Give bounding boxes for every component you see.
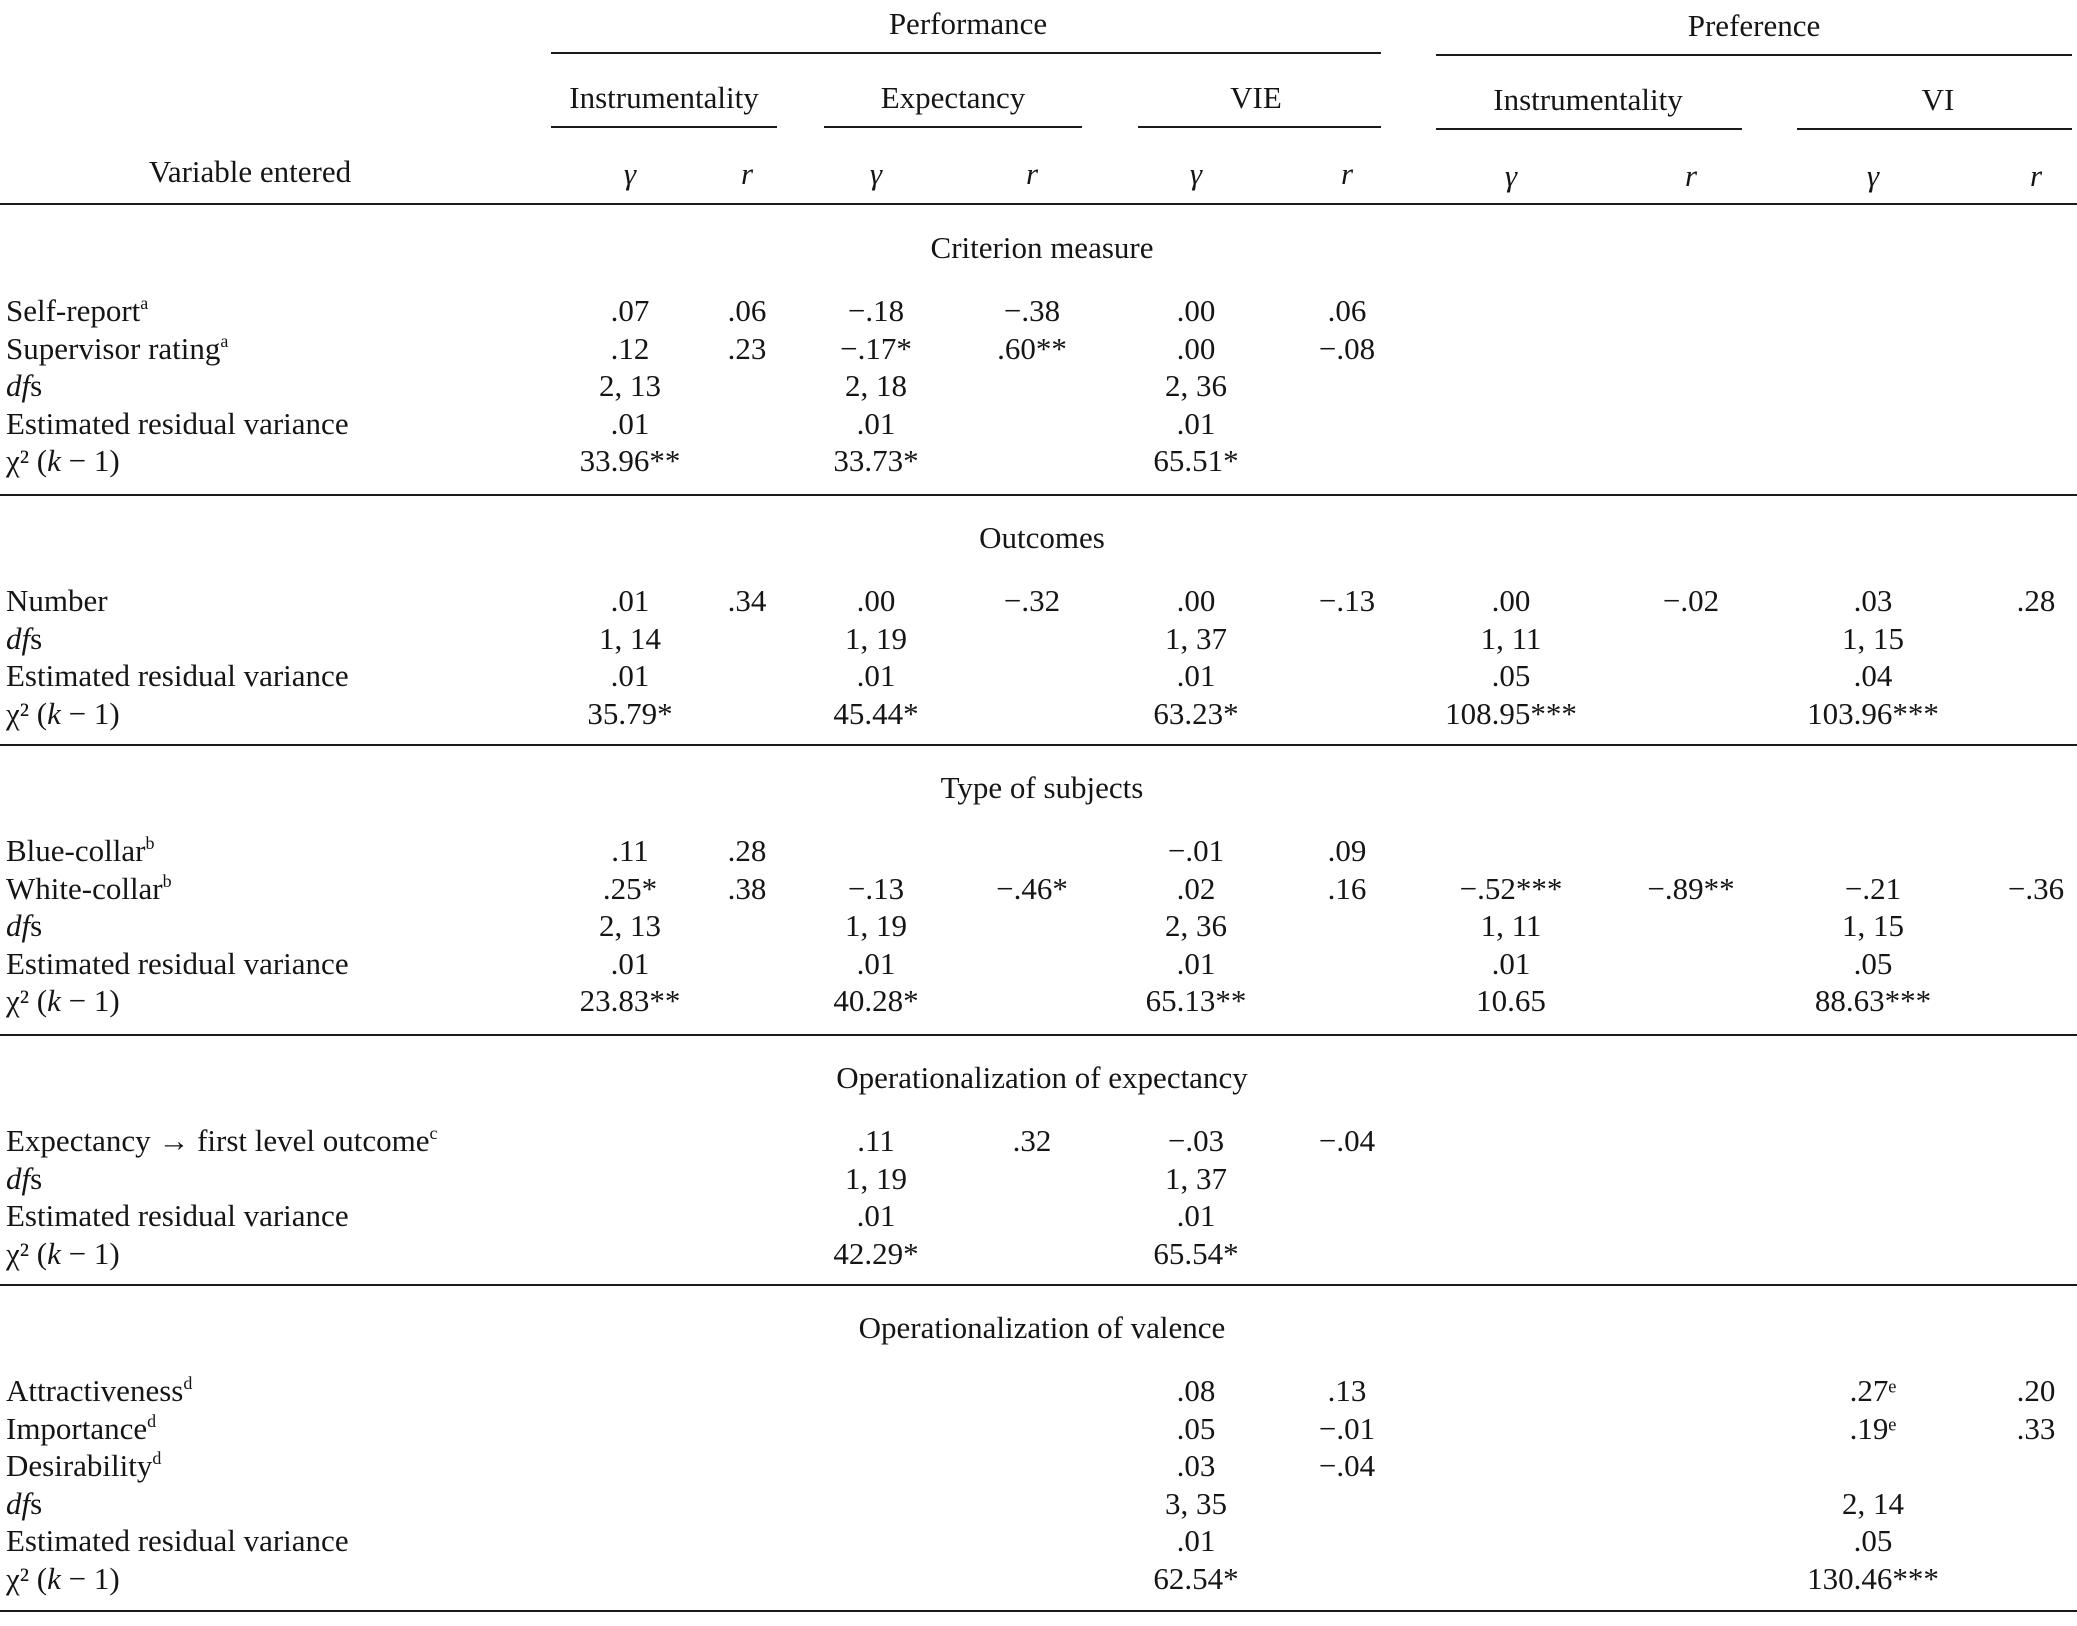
- table-cell: .12: [610, 330, 650, 366]
- table-cell: −.52***: [1459, 870, 1563, 906]
- group-label-performance: Performance: [888, 6, 1048, 41]
- table-cell: 1, 11: [1480, 908, 1542, 944]
- row-label: [6, 1411, 156, 1451]
- row-label: dfs: [6, 368, 43, 404]
- row-label-text: Estimated residual variance: [6, 1523, 349, 1559]
- table-cell: 1, 11: [1480, 620, 1542, 656]
- table-cell: 10.65: [1476, 983, 1546, 1019]
- table-cell: −.17*: [840, 330, 912, 366]
- footnote-marker: d: [147, 1410, 157, 1431]
- section-title: Operationalization of expectancy: [836, 1060, 1248, 1095]
- table-cell: 1, 19: [845, 620, 907, 656]
- gamma-column-header: γ: [1504, 158, 1518, 193]
- subgroup-label-expectancy: Expectancy: [880, 80, 1026, 115]
- table-cell: .11: [857, 1123, 895, 1158]
- variable-column-header: Variable entered: [148, 154, 352, 189]
- row-label: [6, 1448, 161, 1488]
- table-cell: 65.54*: [1153, 1235, 1239, 1271]
- table-cell: .01: [1491, 945, 1531, 981]
- table-cell: 42.29*: [833, 1235, 919, 1271]
- row-label: χ² (k − 1): [6, 443, 120, 479]
- table-cell: 2, 36: [1165, 368, 1227, 404]
- row-label-text: Estimated residual variance: [6, 405, 349, 441]
- row-label: [6, 1198, 349, 1234]
- table-cell: .23: [727, 330, 767, 366]
- table-cell: .01: [1176, 405, 1216, 441]
- table-cell: −.02: [1662, 583, 1720, 618]
- section-rule: [0, 1034, 2077, 1036]
- row-label-text: Self-report: [6, 293, 141, 328]
- table-cell: −.01: [1318, 1410, 1376, 1446]
- table-cell: 63.23*: [1153, 695, 1239, 731]
- table-cell: .00: [1491, 583, 1531, 618]
- table-cell: −.08: [1318, 330, 1376, 366]
- table-cell: 23.83**: [579, 983, 681, 1019]
- table-cell: .28: [2016, 583, 2056, 618]
- table-cell: .01: [1176, 945, 1216, 981]
- table-cell: −.04: [1318, 1123, 1376, 1158]
- row-label: χ² (k − 1): [6, 983, 120, 1019]
- table-cell: .05: [1491, 658, 1531, 694]
- table-cell: .01: [1176, 1523, 1216, 1559]
- subgroup-rule: [551, 126, 777, 128]
- row-label: dfs: [6, 620, 43, 656]
- row-label: [6, 658, 349, 694]
- table-cell: .00: [1176, 330, 1216, 366]
- table-cell: 130.46***: [1807, 1561, 1939, 1596]
- table-cell: .01: [856, 945, 896, 981]
- table-cell: 33.96**: [579, 443, 681, 479]
- table-cell: −.01: [1167, 833, 1225, 868]
- table-cell: .01: [1176, 1198, 1216, 1234]
- table-cell: 3, 35: [1165, 1485, 1227, 1521]
- table-cell: .05: [1176, 1410, 1216, 1446]
- table-cell: −.13: [1318, 583, 1376, 618]
- row-label: χ² (k − 1): [6, 1561, 120, 1596]
- table-cell: .20: [2016, 1373, 2056, 1408]
- gamma-column-header: γ: [1866, 158, 1880, 193]
- row-label-text: Blue-collar: [6, 833, 146, 868]
- table-cell: 2, 14: [1842, 1485, 1904, 1521]
- table-cell: .01: [610, 945, 650, 981]
- group-rule-performance: [551, 52, 1381, 54]
- footnote-marker: a: [220, 330, 229, 351]
- row-label: [6, 331, 228, 371]
- gamma-column-header: γ: [1189, 156, 1203, 191]
- table-cell: −.13: [847, 870, 905, 906]
- subgroup-label-pref-instrumentality: Instrumentality: [1493, 82, 1683, 117]
- footnote-marker: b: [162, 870, 172, 891]
- row-label-text: Supervisor rating: [6, 330, 221, 366]
- table-cell: .05: [1853, 1523, 1893, 1559]
- subgroup-label-instrumentality: Instrumentality: [569, 80, 759, 115]
- table-cell: −.32: [1003, 583, 1061, 618]
- row-label: [6, 871, 172, 911]
- row-label: [6, 1523, 349, 1559]
- group-label-preference: Preference: [1687, 8, 1821, 43]
- row-label-text: Estimated residual variance: [6, 945, 349, 981]
- r-column-header: r: [1684, 158, 1698, 193]
- table-cell: 1, 15: [1842, 908, 1904, 944]
- section-title: Operationalization of valence: [858, 1310, 1226, 1345]
- table-cell: 2, 36: [1165, 908, 1227, 944]
- row-label-text: Number: [6, 583, 108, 618]
- table-cell: .01: [610, 583, 650, 618]
- subgroup-label-vi: VI: [1921, 82, 1955, 117]
- table-cell: .09: [1327, 833, 1367, 868]
- row-label: [6, 833, 154, 873]
- row-label-text: Importance: [6, 1410, 148, 1446]
- gamma-column-header: γ: [869, 156, 883, 191]
- table-cell: .03: [1176, 1448, 1216, 1484]
- r-column-header: r: [1340, 156, 1354, 191]
- section-rule: [0, 1284, 2077, 1286]
- subgroup-rule: [824, 126, 1082, 128]
- row-label: χ² (k − 1): [6, 1235, 120, 1271]
- table-cell: −.36: [2007, 870, 2065, 906]
- footnote-marker: b: [145, 833, 155, 853]
- r-column-header: r: [2029, 158, 2043, 193]
- table-cell: .01: [856, 405, 896, 441]
- table-cell: 103.96***: [1807, 695, 1939, 731]
- row-label: [6, 946, 349, 982]
- header-bottom-rule: [0, 203, 2077, 205]
- r-column-header: r: [740, 156, 754, 191]
- table-cell: .05: [1853, 945, 1893, 981]
- table-cell: .01: [856, 658, 896, 694]
- row-label: dfs: [6, 1485, 43, 1521]
- table-cell: .02: [1176, 870, 1216, 906]
- group-rule-preference: [1436, 54, 2072, 56]
- table-cell: 1, 19: [845, 1160, 907, 1196]
- row-label: [6, 1123, 438, 1163]
- table-cell: .07: [610, 293, 650, 328]
- section-title: Type of subjects: [940, 770, 1144, 805]
- table-cell: 1, 14: [599, 620, 661, 656]
- table-cell: 2, 18: [845, 368, 907, 404]
- row-label-text: White-collar: [6, 870, 163, 906]
- row-label-text: Desirability: [6, 1448, 153, 1484]
- table-cell: −.04: [1318, 1448, 1376, 1484]
- table-cell: .06: [727, 293, 767, 328]
- table-cell: .01: [856, 1198, 896, 1234]
- table-cell: 40.28*: [833, 983, 919, 1019]
- table-cell: .08: [1176, 1373, 1216, 1408]
- footnote-marker: d: [152, 1448, 162, 1469]
- table-cell: .01: [1176, 658, 1216, 694]
- table-cell: .04: [1853, 658, 1893, 694]
- subgroup-rule: [1138, 126, 1381, 128]
- table-cell: .01: [610, 405, 650, 441]
- table-cell: .38: [727, 870, 767, 906]
- table-cell: 108.95***: [1445, 695, 1577, 731]
- table-cell: −.89**: [1647, 870, 1735, 906]
- footnote-marker: d: [183, 1373, 193, 1393]
- subgroup-rule: [1797, 128, 2072, 130]
- table-cell: 65.13**: [1145, 983, 1247, 1019]
- row-label-text: Estimated residual variance: [6, 1198, 349, 1234]
- table-cell: .00: [1176, 583, 1216, 618]
- table-cell: 33.73*: [833, 443, 919, 479]
- table-cell: 2, 13: [599, 908, 661, 944]
- table-cell: .19ᵉ: [1849, 1410, 1897, 1446]
- gamma-column-header: γ: [623, 156, 637, 191]
- table-cell: 1, 37: [1165, 620, 1227, 656]
- row-label: χ² (k − 1): [6, 695, 120, 731]
- table-cell: .28: [727, 833, 767, 868]
- row-label: [6, 1373, 192, 1413]
- row-label-text: Attractiveness: [6, 1373, 184, 1408]
- row-label: [6, 293, 148, 333]
- row-label: [6, 583, 108, 619]
- table-cell: 1, 37: [1165, 1160, 1227, 1196]
- section-title: Outcomes: [979, 520, 1105, 555]
- table-cell: 65.51*: [1153, 443, 1239, 479]
- row-label: [6, 406, 349, 442]
- section-rule: [0, 744, 2077, 746]
- table-cell: −.38: [1003, 293, 1061, 328]
- row-label-text: Expectancy → first level outcome: [6, 1123, 430, 1158]
- table-cell: .25*: [602, 870, 658, 906]
- table-cell: .33: [2016, 1410, 2056, 1446]
- table-cell: .27ᵉ: [1849, 1373, 1897, 1408]
- table-cell: −.03: [1167, 1123, 1225, 1158]
- table-cell: .01: [610, 658, 650, 694]
- table-cell: .00: [856, 583, 896, 618]
- table-cell: 1, 19: [845, 908, 907, 944]
- table-cell: −.46*: [996, 870, 1068, 906]
- section-rule: [0, 1610, 2077, 1612]
- row-label: dfs: [6, 908, 43, 944]
- r-column-header: r: [1025, 156, 1039, 191]
- subgroup-rule: [1436, 128, 1742, 130]
- table-cell: 35.79*: [587, 695, 673, 731]
- table-cell: .00: [1176, 293, 1216, 328]
- table-cell: 1, 15: [1842, 620, 1904, 656]
- table-cell: .60**: [997, 330, 1067, 366]
- table-cell: .34: [727, 583, 767, 618]
- table-cell: 88.63***: [1814, 983, 1932, 1019]
- subgroup-label-vie: VIE: [1230, 80, 1282, 115]
- table-cell: .32: [1012, 1123, 1052, 1158]
- table-cell: 2, 13: [599, 368, 661, 404]
- table-cell: .11: [611, 833, 649, 868]
- table-cell: 45.44*: [833, 695, 919, 731]
- table-cell: .03: [1853, 583, 1893, 618]
- row-label: dfs: [6, 1160, 43, 1196]
- section-rule: [0, 494, 2077, 496]
- row-label-text: Estimated residual variance: [6, 658, 349, 694]
- footnote-marker: a: [140, 293, 149, 313]
- footnote-marker: c: [429, 1123, 438, 1143]
- table-cell: .16: [1327, 870, 1367, 906]
- table-cell: .06: [1327, 293, 1367, 328]
- table-cell: .13: [1327, 1373, 1367, 1408]
- section-title: Criterion measure: [930, 230, 1154, 265]
- table-cell: 62.54*: [1153, 1561, 1239, 1596]
- table-cell: −.18: [847, 293, 905, 328]
- table-cell: −.21: [1844, 870, 1902, 906]
